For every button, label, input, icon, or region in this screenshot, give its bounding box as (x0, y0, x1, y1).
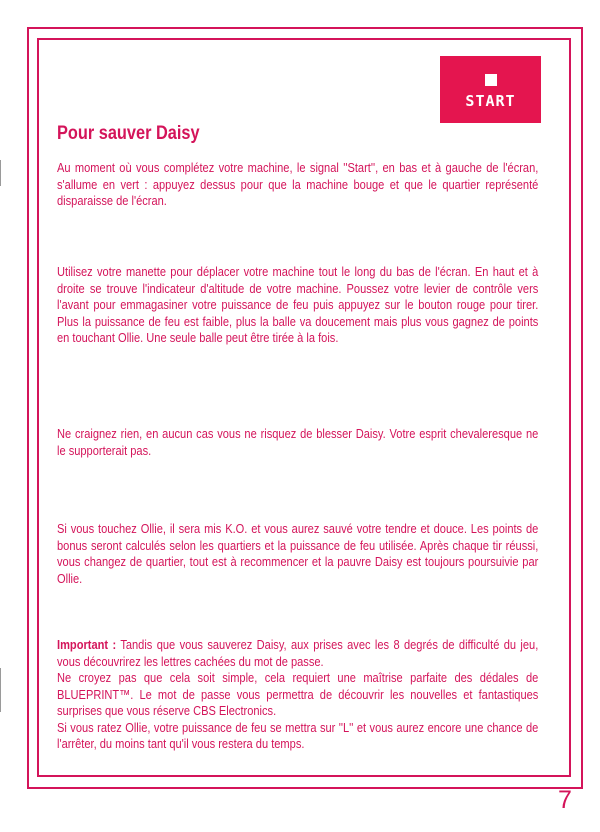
scan-margin-mark-top (0, 160, 1, 186)
important-line-3: Si vous ratez Ollie, votre puissance de feu se mettra sur ''L'' et vous aurez encore une chance de l'arrêter, du moins tant qu'il vous restera du temps. (57, 719, 539, 751)
paragraph-start-signal: Au moment où vous complétez votre machine, le signal ''Start'', en bas et à gauche de l'écran, s'allume en vert : appuyez dessus pour que la machine bouge et que le quartier représenté disparaisse de l'écran. (57, 160, 539, 208)
paragraph-daisy-safe: Ne craignez rien, en aucun cas vous ne risquez de blesser Daisy. Votre esprit chevaleresque ne le supporterait pas. (57, 426, 539, 458)
paragraph-hit-ollie: Si vous touchez Ollie, il sera mis K.O. et vous aurez sauvé votre tendre et douce. Les points de bonus seront calculés selon les quartiers et la puissance de feu utilisée. Après chaque tir réussi, vous changez de quartier, tout est à recommencer et la pauvre Daisy est toujours poursuivie par Ollie. (57, 521, 539, 586)
paragraph-controls: Utilisez votre manette pour déplacer votre machine tout le long du bas de l'écran. En haut et à droite se trouve l'indicateur d'altitude de votre machine. Poussez votre levier de contrôle vers l'avant pour emmagasiner votre puissance de feu puis appuyez sur le bouton rouge pour tirer. Plus la puissance de feu est faible, plus la balle va doucement mais plus vous gagnez de points en touchant Ollie. Une seule balle peut être tirée à la fois. (57, 264, 539, 345)
start-label: START (465, 92, 516, 110)
scan-margin-mark-bottom (0, 668, 1, 712)
paragraph-important (57, 637, 538, 753)
important-label: Important : (57, 637, 117, 652)
page-title: Pour sauver Daisy (57, 123, 200, 144)
page-number: 7 (558, 786, 572, 814)
important-line-2: Ne croyez pas que cela soit simple, cela requiert une maîtrise parfaite des dédales de BLUEPRINT™. Le mot de passe vous permettra de découvrir les nouvelles et fantastiques surprises que vous réserve CBS Electronics. (57, 670, 539, 718)
important-line-1: Tandis que vous sauverez Daisy, aux prises avec les 8 degrés de difficulté du jeu, vous découvrirez les lettres cachées du mot de passe. (57, 637, 539, 669)
square-icon (485, 74, 497, 86)
start-button-illustration (440, 56, 541, 123)
